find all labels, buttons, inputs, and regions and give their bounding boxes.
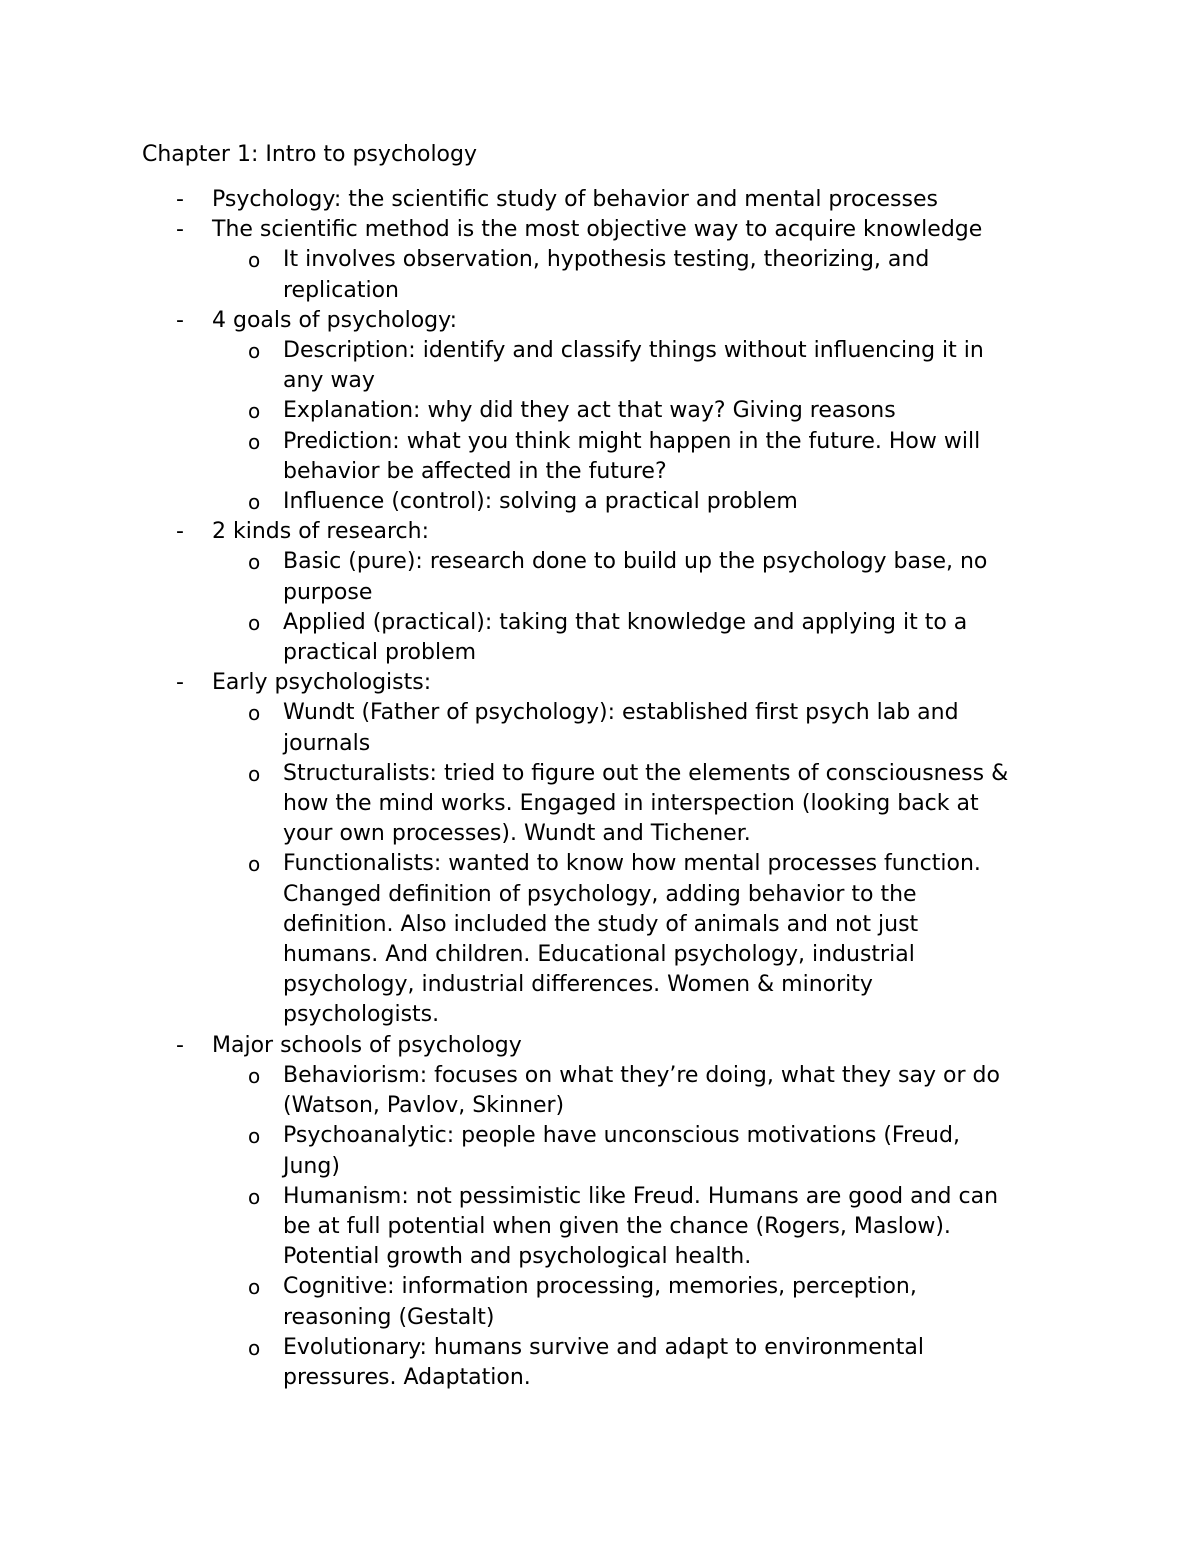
- sub-bullet-item: [0, 1272, 1073, 1332]
- sub-bullet-text-line: purpose: [283, 579, 373, 605]
- sub-bullet-text-line: Psychoanalytic: people have unconscious motivations (Freud,: [283, 1123, 960, 1149]
- sub-bullet-text-line: pressures. Adaptation.: [283, 1364, 531, 1390]
- dash-bullet-marker: -: [176, 217, 184, 243]
- sub-bullet-item: [0, 245, 1073, 305]
- circle-bullet-marker: o: [248, 550, 261, 575]
- bullet-text: Major schools of psychology: [212, 1032, 522, 1058]
- circle-bullet-marker: o: [248, 1184, 261, 1209]
- circle-bullet-marker: o: [248, 490, 261, 515]
- bullet-text: The scientific method is the most objective way to acquire knowledge: [212, 217, 983, 243]
- bullet-item: [0, 1031, 1072, 1061]
- sub-bullet-item: [0, 608, 1073, 668]
- sub-bullet-text-line: Structuralists: tried to figure out the elements of consciousness &: [283, 760, 1009, 786]
- circle-bullet-marker: o: [248, 339, 261, 364]
- circle-bullet-marker: o: [248, 761, 261, 786]
- sub-bullet-text-line: Wundt (Father of psychology): established first psych lab and: [283, 700, 959, 726]
- sub-bullet-text-line: journals: [283, 730, 371, 756]
- circle-bullet-marker: o: [248, 399, 261, 424]
- circle-bullet-marker: o: [248, 701, 261, 726]
- bullet-item: [0, 517, 1072, 547]
- sub-bullet-text-line: Changed definition of psychology, adding behavior to the: [283, 881, 917, 907]
- bullet-item: [0, 306, 1072, 336]
- page-title: Chapter 1: Intro to psychology: [142, 142, 478, 167]
- sub-bullet-item: [0, 487, 1073, 517]
- bullet-text: 2 kinds of research:: [212, 519, 429, 545]
- sub-bullet-text-line: Basic (pure): research done to build up the psychology base, no: [283, 549, 988, 575]
- bullet-text: Psychology: the scientific study of behavior and mental processes: [212, 187, 938, 212]
- sub-bullet-text-line: Cognitive: information processing, memories, perception,: [283, 1274, 917, 1300]
- bullet-item: [0, 185, 1072, 215]
- sub-bullet-text-line: replication: [283, 277, 400, 303]
- circle-bullet-marker: o: [248, 429, 261, 454]
- sub-bullet-item: [0, 1333, 1073, 1393]
- circle-bullet-marker: o: [248, 248, 261, 273]
- sub-bullet-text-line: It involves observation, hypothesis testing, theorizing, and: [283, 247, 930, 273]
- sub-bullet-item: [0, 1121, 1073, 1181]
- bullet-item: [0, 215, 1072, 245]
- dash-bullet-marker: -: [176, 519, 184, 545]
- sub-bullet-item: [0, 336, 1073, 396]
- sub-bullet-text-line: Influence (control): solving a practical problem: [283, 489, 798, 515]
- sub-bullet-text-line: be at full potential when given the chance (Rogers, Maslow).: [283, 1213, 951, 1239]
- sub-bullet-item: [0, 1182, 1073, 1273]
- sub-bullet-text-line: Explanation: why did they act that way? Giving reasons: [283, 398, 896, 424]
- sub-bullet-item: [0, 547, 1073, 607]
- sub-bullet-text-line: Applied (practical): taking that knowledge and applying it to a: [283, 609, 968, 635]
- sub-bullet-text-line: Jung): [283, 1153, 340, 1179]
- sub-bullet-text-line: Functionalists: wanted to know how mental processes function.: [283, 851, 981, 877]
- sub-bullet-item: [0, 698, 1073, 758]
- sub-bullet-item: [0, 849, 1073, 1030]
- dash-bullet-marker: -: [176, 670, 184, 696]
- bullet-text: 4 goals of psychology:: [212, 307, 457, 333]
- circle-bullet-marker: o: [248, 1275, 261, 1300]
- sub-bullet-text-line: humans. And children. Educational psychology, industrial: [283, 942, 915, 968]
- circle-bullet-marker: o: [248, 1063, 261, 1088]
- circle-bullet-marker: o: [248, 1124, 261, 1149]
- dash-bullet-marker: -: [176, 1032, 184, 1058]
- sub-bullet-text-line: Behaviorism: focuses on what they’re doing, what they say or do: [283, 1062, 1000, 1088]
- sub-bullet-item: [0, 396, 1073, 426]
- sub-bullet-text-line: Description: identify and classify things without influencing it in: [283, 338, 984, 364]
- sub-bullet-text-line: how the mind works. Engaged in interspection (looking back at: [283, 791, 979, 817]
- circle-bullet-marker: o: [248, 610, 261, 635]
- sub-bullet-item: [0, 427, 1073, 487]
- circle-bullet-marker: o: [248, 852, 261, 877]
- sub-bullet-text-line: Potential growth and psychological health.: [283, 1244, 752, 1270]
- sub-bullet-text-line: behavior be affected in the future?: [283, 458, 667, 484]
- bullet-outline: [0, 185, 1200, 1393]
- bullet-item: [0, 668, 1072, 698]
- dash-bullet-marker: -: [176, 307, 184, 333]
- sub-bullet-text-line: Humanism: not pessimistic like Freud. Humans are good and can: [283, 1183, 999, 1209]
- sub-bullet-text-line: Prediction: what you think might happen in the future. How will: [283, 428, 981, 454]
- dash-bullet-marker: -: [176, 187, 184, 212]
- sub-bullet-text-line: reasoning (Gestalt): [283, 1304, 495, 1330]
- sub-bullet-text-line: practical problem: [283, 640, 477, 666]
- sub-bullet-item: [0, 759, 1073, 850]
- sub-bullet-text-line: psychologists.: [283, 1002, 440, 1028]
- sub-bullet-text-line: psychology, industrial differences. Women & minority: [283, 972, 873, 998]
- sub-bullet-text-line: Evolutionary: humans survive and adapt to environmental: [283, 1334, 924, 1360]
- circle-bullet-marker: o: [248, 1335, 261, 1360]
- sub-bullet-text-line: definition. Also included the study of animals and not just: [283, 911, 919, 937]
- sub-bullet-text-line: (Watson, Pavlov, Skinner): [283, 1093, 565, 1119]
- bullet-text: Early psychologists:: [212, 670, 432, 696]
- sub-bullet-text-line: any way: [283, 368, 375, 394]
- sub-bullet-text-line: your own processes). Wundt and Tichener.: [283, 821, 751, 847]
- sub-bullet-item: [0, 1061, 1073, 1121]
